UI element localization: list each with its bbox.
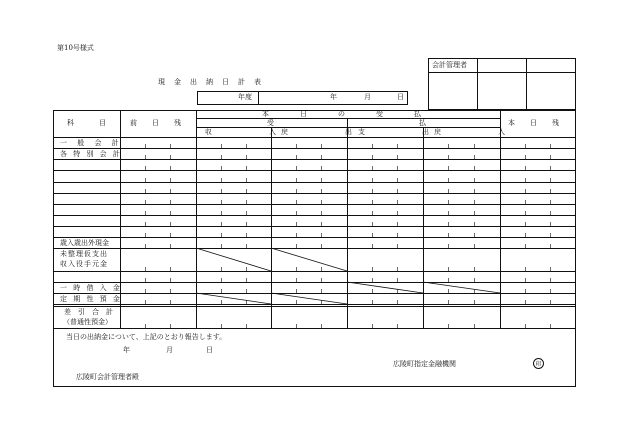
header-receipt-in: 収 入: [205, 128, 301, 136]
manager-label: 会計管理者: [432, 61, 467, 69]
row-fixed-deposit: 定 期 性 預 金: [60, 295, 122, 303]
row-general: 一 般 会 計: [60, 139, 123, 147]
header-payment-return: 戻 入: [434, 128, 530, 136]
seal-icon: 印: [533, 358, 544, 369]
row-temp-loan: 一 時 借 入 金: [60, 284, 122, 292]
report-date-month: 月: [166, 346, 173, 354]
cell-slash: [423, 282, 500, 293]
header-payment-out: 支 出: [358, 128, 454, 136]
row-suspense-2: 収入役手元金: [60, 260, 108, 268]
cell-slash: [347, 282, 423, 293]
report-text: 当日の出納金について、上記のとおり報告します。: [66, 333, 227, 341]
header-this-balance: 本 日 残: [508, 119, 563, 127]
header-receipt-return: 戻 出: [281, 128, 377, 136]
period-day: 日: [397, 93, 404, 101]
header-payments: 払: [419, 119, 426, 127]
row-annual-cash: 歳入歳出外現金: [60, 239, 109, 247]
header-today: 本 日 の 受 払: [262, 110, 433, 118]
row-suspense-1: 未整理仮支出: [60, 250, 108, 258]
period-year: 年: [330, 93, 337, 101]
period-month: 月: [364, 93, 371, 101]
form-number: 第10号様式: [57, 44, 94, 52]
cell-slash: [271, 293, 347, 304]
form-title: 現 金 出 納 日 計 表: [158, 78, 262, 86]
cell-slash: [196, 248, 271, 271]
header-receipts: 受: [267, 119, 274, 127]
period-year-label: 年度: [238, 93, 252, 101]
addressee: 広陵町会計管理者殿: [76, 373, 139, 381]
row-special: 各 特 別 会 計: [60, 150, 122, 158]
cell-slash: [196, 293, 271, 304]
bank-name: 広陵町指定金融機関: [393, 360, 456, 368]
header-prev-balance: 前 日 残: [130, 119, 185, 127]
row-net-total-2: （普通性預金）: [63, 318, 112, 326]
row-net-total-1: 差 引 合 計: [64, 308, 113, 316]
header-subject: 科 目: [67, 119, 115, 127]
report-date-day: 日: [206, 346, 213, 354]
report-date-year: 年: [123, 346, 130, 354]
cell-slash: [271, 248, 347, 271]
